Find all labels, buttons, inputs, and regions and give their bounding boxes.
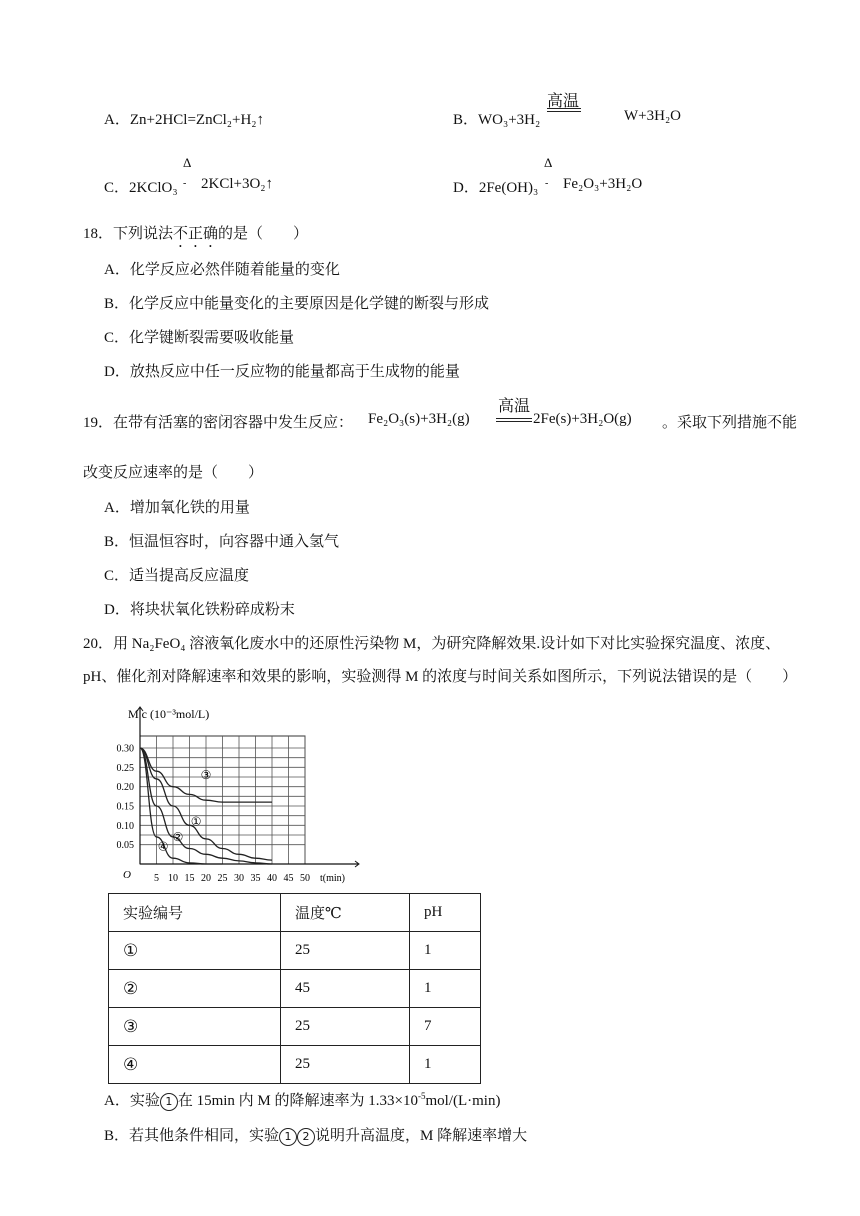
q17-option-c-products: 2KCl+3O₂↑ <box>201 176 274 192</box>
q20-option-a <box>104 1089 500 1111</box>
q19-stem-c: 改变反应速率的是（ ） <box>83 465 264 481</box>
table-cell: 25 <box>281 932 410 970</box>
q17-option-d-products: Fe₂O₃+3H₂O <box>563 176 643 192</box>
circled-number: 1 <box>160 1093 178 1111</box>
q19-option-b: B．恒温恒容时，向容器中通入氢气 <box>104 534 340 550</box>
q20-option-a-text: 在 15min 内 M 的降解速率为 1.33×10 <box>177 1093 418 1109</box>
chart-y-tick-label: 0.30 <box>116 743 134 755</box>
q18-option-d: D．放热反应中任一反应物的能量都高于生成物的能量 <box>104 364 460 380</box>
q20-option-b <box>104 1124 527 1146</box>
table-header-cell: pH <box>410 894 481 932</box>
chart-ylabel: M c (10⁻³mol/L) <box>128 707 210 721</box>
q19-eq-equal-sign <box>496 418 532 422</box>
q20-option-b-text: 说明升高温度，M 降解速率增大 <box>315 1128 528 1144</box>
table-cell: ① <box>109 932 281 970</box>
chart-xlabel: t(min) <box>320 873 345 884</box>
chart-origin-label: O <box>123 869 131 881</box>
q19-eq-right: 2Fe(s)+3H₂O(g) <box>533 411 632 427</box>
table-header-cell: 温度℃ <box>281 894 410 932</box>
table-cell: 7 <box>410 1008 481 1046</box>
q19-stem-b: 。采取下列措施不能 <box>662 415 798 431</box>
chart-x-tick-label: 30 <box>234 873 244 884</box>
q17-option-b-products: W+3H₂O <box>624 108 682 124</box>
q19-option-d: D．将块状氧化铁粉碎成粉末 <box>104 602 295 618</box>
chart-x-tick-label: 5 <box>154 873 159 884</box>
chart-x-tick-label: 35 <box>250 873 261 884</box>
table-cell: 1 <box>410 932 481 970</box>
table-row <box>109 1046 481 1084</box>
q17-option-b <box>453 108 540 129</box>
q20-option-a-exponent: -5 <box>417 1091 426 1101</box>
circled-number: 2 <box>297 1128 315 1146</box>
q17-d-condition: Δ <box>544 155 553 170</box>
q17-c-condition: Δ <box>183 155 192 170</box>
q20-option-a-prefix: A．实验 <box>104 1093 160 1109</box>
table-header-cell: 实验编号 <box>109 894 281 932</box>
chart-x-tick-label: 50 <box>300 873 310 884</box>
chart-x-tick-label: 45 <box>283 873 294 884</box>
table-cell: 1 <box>410 970 481 1008</box>
q17-option-d: D．2Fe(OH)₃ <box>453 180 539 196</box>
chart-series-label: ④ <box>157 839 169 854</box>
q18-option-b: B．化学反应中能量变化的主要原因是化学键的断裂与形成 <box>104 296 490 312</box>
q19-option-c: C．适当提高反应温度 <box>104 568 250 584</box>
table-header-row <box>109 894 481 932</box>
q20-stem-line2: pH、催化剂对降解速率和效果的影响，实验测得 M 的浓度与时间关系如图所示，下列说法错误的是（ ） <box>83 669 798 685</box>
q17-b-equal-sign <box>547 108 581 112</box>
table-cell: ③ <box>109 1008 281 1046</box>
chart-y-tick-label: 0.05 <box>116 840 134 852</box>
chart-series-label: ① <box>190 814 202 829</box>
q18-option-c: C．化学键断裂需要吸收能量 <box>104 330 295 346</box>
chart-x-tick-label: 15 <box>184 873 195 884</box>
chart-series-label: ③ <box>200 768 212 783</box>
q17-b-condition: 高温 <box>547 93 580 110</box>
q19-stem-a: 19．在带有活塞的密闭容器中发生反应： <box>83 415 354 431</box>
chart-x-tick-label: 25 <box>217 873 228 884</box>
table-cell: 1 <box>410 1046 481 1084</box>
q19-eq-condition: 高温 <box>498 398 531 415</box>
chart-y-tick-label: 0.10 <box>116 820 134 832</box>
table-cell: 25 <box>281 1008 410 1046</box>
chart-series-label: ② <box>172 829 184 844</box>
q18-stem-emphasis: 不正确 <box>173 226 219 242</box>
chart-y-tick-label: 0.25 <box>116 762 134 774</box>
chart-x-tick-label: 10 <box>168 873 178 884</box>
table-cell: ② <box>109 970 281 1008</box>
q20-option-b-prefix: B．若其他条件相同，实验 <box>104 1128 280 1144</box>
q20-stem-line1: 20．用 Na₂FeO₄ 溶液氧化废水中的还原性污染物 M，为研究降解效果.设计如下对比实验探究温度、浓度、 <box>83 636 781 652</box>
concentration-time-chart <box>100 700 360 888</box>
chart-x-tick-label: 40 <box>267 873 277 884</box>
q17-option-a: A．Zn+2HCl=ZnCl₂+H₂↑ <box>104 112 265 128</box>
table-cell: 25 <box>281 1046 410 1084</box>
q17-option-b-reactants: B．WO₃+3H₂ <box>453 112 541 128</box>
experiment-table <box>108 893 481 1084</box>
table-cell: ④ <box>109 1046 281 1084</box>
table-row <box>109 970 481 1008</box>
q17-c-dash: - <box>183 178 187 189</box>
q18-option-a: A．化学反应必然伴随着能量的变化 <box>104 262 340 278</box>
chart-y-tick-label: 0.15 <box>116 801 134 813</box>
circled-number: 1 <box>279 1128 297 1146</box>
table-cell: 45 <box>281 970 410 1008</box>
table-row <box>109 1008 481 1046</box>
q17-option-c: C．2KClO₃ <box>104 180 178 196</box>
q20-option-a-unit: mol/(L·min) <box>425 1093 501 1109</box>
q18-stem-a: 18．下列说法 <box>83 226 174 242</box>
q17-d-dash: - <box>545 178 549 189</box>
q18-stem <box>83 222 308 251</box>
chart-x-tick-label: 20 <box>201 873 211 884</box>
table-row <box>109 932 481 970</box>
q18-stem-b: 的是（ ） <box>218 226 309 242</box>
chart-y-tick-label: 0.20 <box>116 782 134 794</box>
q19-eq-left: Fe₂O₃(s)+3H₂(g) <box>368 411 470 427</box>
q19-option-a: A．增加氧化铁的用量 <box>104 500 250 516</box>
